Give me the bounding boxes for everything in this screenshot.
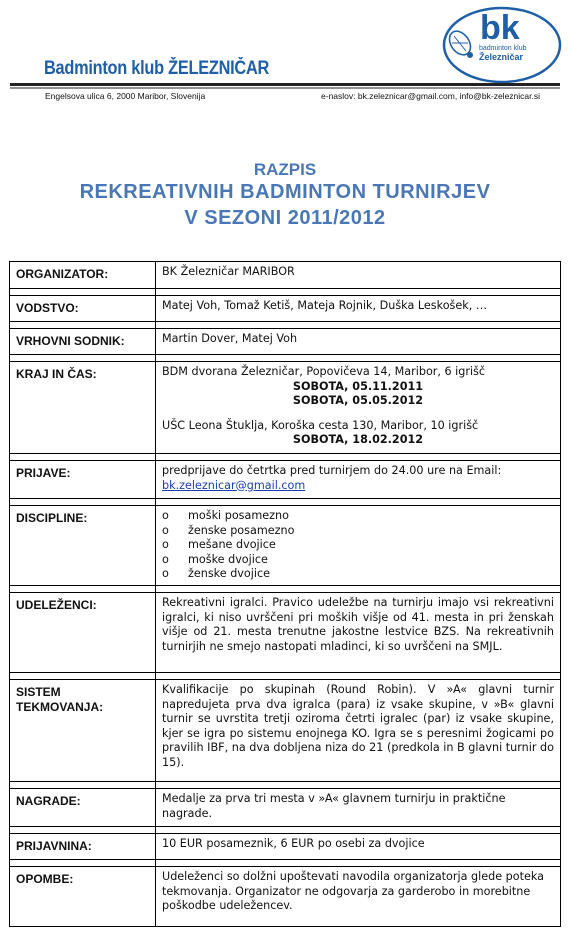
club-address: Engelsova ulica 6, 2000 Maribor, Slovenija: [45, 91, 206, 101]
club-email: e-naslov: bk.zeleznicar@gmail.com, info@bk-zeleznicar.si: [321, 91, 540, 101]
prijave-text: predprijave do četrtka pred turnirjem do 24.00 ure na Email:: [162, 464, 502, 477]
row-vodstvo: [10, 296, 561, 322]
label-nagrade: NAGRADE:: [10, 789, 156, 827]
date-3: SOBOTA, 18.02.2012: [292, 433, 424, 446]
doc-title-line3: V SEZONI 2011/2012: [184, 207, 386, 229]
value-vodstvo: Matej Voh, Tomaž Ketiš, Mateja Rojnik, Duška Leskošek, …: [156, 296, 561, 322]
row-nagrade: [10, 789, 561, 827]
row-prijave: [10, 461, 561, 499]
doc-title-razpis: RAZPIS: [253, 160, 317, 179]
label-prijavnina: PRIJAVNINA:: [10, 834, 156, 860]
logo-bk-text: bk: [480, 9, 520, 47]
discipline-list: [162, 509, 554, 582]
value-udelezenci: Rekreativni igralci. Pravico udeležbe na turnirju imajo vsi rekreativni igralci, ki niso uvrščeni pri moških višje od 41. mesta in pri ženskah višje od 21. mesta trenutne jakostne lestvice BZS. Na rekreativnih turnirjih ne smejo nastopati mladinci, ki so uvrščeni na SMJL.: [156, 593, 561, 673]
club-name: Badminton klub ŽELEZNIČAR: [44, 58, 270, 79]
list-item: o moške dvojice: [162, 552, 268, 566]
value-prijavnina: 10 EUR posameznik, 6 EUR po osebi za dvojice: [156, 834, 561, 860]
venue-2: UŠC Leona Štuklja, Koroška cesta 130, Maribor, 10 igrišč: [162, 418, 479, 432]
value-vrhovni-sodnik: Martin Dover, Matej Voh: [156, 329, 561, 355]
row-discipline: [10, 506, 561, 586]
label-kraj-in-cas: KRAJ IN ČAS:: [10, 362, 156, 454]
label-udelezenci: UDELEŽENCI:: [10, 593, 156, 673]
list-item: o ženske dvojice: [162, 567, 271, 580]
row-vrhovni-sodnik: [10, 329, 561, 355]
tournament-info-table: [9, 261, 561, 927]
row-udelezenci: [10, 593, 561, 673]
logo-line2: Železničar: [479, 52, 524, 62]
logo-line1: badminton klub: [479, 45, 527, 52]
list-item: o ženske posamezno: [162, 523, 295, 537]
doc-title-line2: REKREATIVNIH BADMINTON TURNIRJEV: [79, 181, 491, 203]
label-discipline: DISCIPLINE:: [10, 506, 156, 586]
row-organizator: [10, 262, 561, 289]
value-organizator: BK Železničar MARIBOR: [156, 262, 561, 289]
row-opombe: [10, 867, 561, 927]
value-sistem-tekmovanja: Kvalifikacije po skupinah (Round Robin). V »A« glavni turnir napredujeta prva dva igralca (para) iz vsake skupine, v »B« glavni turnir se uvrstita tretji oziroma četrti igralec (par) iz vsake skupine, kjer se igra po sistemu enojnega KO. Igra se s peresnimi žogicami po pravilih IBF, na dva dobljena niza do 21 (predkola in B glavni turnir do 15).: [156, 680, 561, 782]
list-item: o mešane dvojice: [162, 538, 276, 551]
date-2: SOBOTA, 05.05.2012: [292, 394, 424, 407]
list-item: o moški posamezno: [162, 509, 289, 522]
club-logo: [432, 3, 562, 83]
label-vodstvo: VODSTVO:: [10, 296, 156, 322]
label-sistem-tekmovanja: SISTEM TEKMOVANJA:: [10, 680, 156, 782]
value-opombe: Udeleženci so dolžni upoštevati navodila organizatorja glede poteka tekmovanja. Organizator ne odgovarja za garderobo in morebitne poškodbe udeležencev.: [156, 867, 561, 927]
row-prijavnina: [10, 834, 561, 860]
value-nagrade: Medalje za prva tri mesta v »A« glavnem turnirju in praktične nagrade.: [156, 789, 561, 827]
label-organizator: ORGANIZATOR:: [10, 262, 156, 289]
date-1: SOBOTA, 05.11.2011: [292, 379, 424, 393]
prijave-email-link[interactable]: bk.zeleznicar@gmail.com: [162, 478, 306, 492]
label-vrhovni-sodnik: VRHOVNI SODNIK:: [10, 329, 156, 355]
header-rule: [10, 83, 560, 91]
venue-1: BDM dvorana Železničar, Popovičeva 14, Maribor, 6 igrišč: [162, 365, 486, 378]
row-sistem-tekmovanja: [10, 680, 561, 782]
label-opombe: OPOMBE:: [10, 867, 156, 927]
row-kraj-in-cas: [10, 362, 561, 454]
label-prijave: PRIJAVE:: [10, 461, 156, 499]
